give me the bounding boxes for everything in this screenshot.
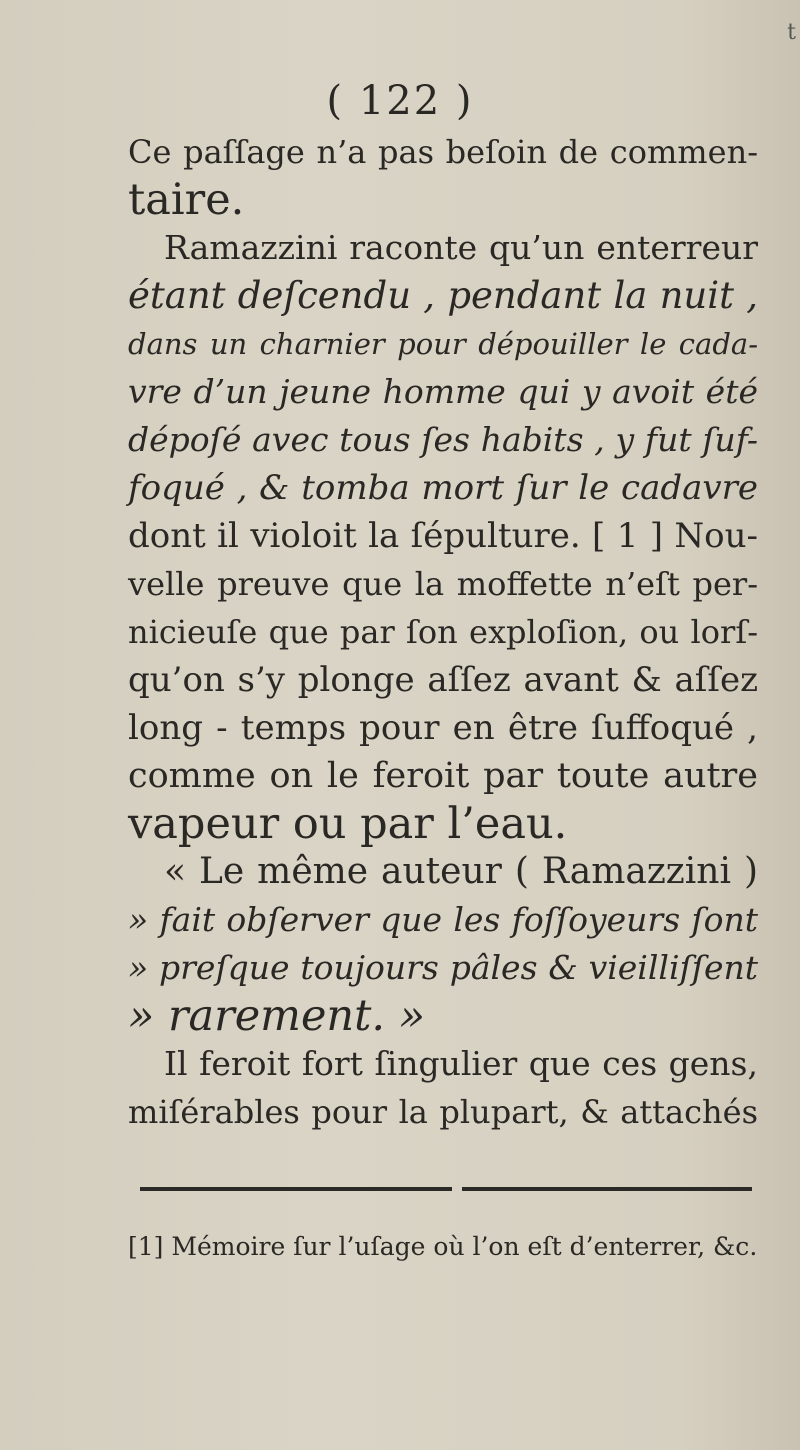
text-line: dépoſé avec tous ſes habits , y fut ſuf- [128, 420, 758, 459]
text-line: dont il violoit la ſépulture. [ 1 ] Nou- [128, 516, 758, 556]
text-line: vre d’un jeune homme qui y avoit été [128, 372, 758, 411]
corner-mark: t [787, 20, 796, 45]
footnote: [1] Mémoire ſur l’uſage où l’on eſt d’enterrer, &c. [128, 1232, 758, 1261]
divider-rule-right [462, 1187, 752, 1191]
text-line: nicieuſe que par ſon exploſion, ou lorſ- [128, 613, 758, 651]
text-line: étant deſcendu , pendant la nuit , [128, 274, 758, 317]
footnote-divider [140, 1187, 752, 1193]
text-line: » preſque toujours pâles & vieilliſſent [128, 948, 758, 987]
text-line: « Le même auteur ( Ramazzini ) [164, 851, 758, 892]
text-line: Il feroit fort ſingulier que ces gens, [164, 1044, 758, 1083]
text-line: Ramazzini raconte qu’un enterreur [164, 228, 758, 267]
page-number-header: ( 122 ) [326, 78, 474, 124]
text-line: » rarement. » [128, 991, 426, 1041]
text-line: Ce paſſage n’a pas beſoin de commen- [128, 133, 758, 171]
text-line: taire. [128, 175, 245, 225]
text-line: foqué , & tomba mort ſur le cadavre [128, 468, 758, 508]
divider-rule-left [140, 1187, 452, 1191]
text-line: long - temps pour en être ſuffoqué , [128, 708, 758, 748]
text-line: qu’on s’y plonge aſſez avant & aſſez [128, 660, 758, 700]
body-text [128, 128, 758, 1136]
text-line: velle preuve que la moffette n’eſt per- [128, 565, 758, 603]
text-line: comme on le feroit par toute autre [128, 756, 758, 796]
text-line: dans un charnier pour dépouiller le cada- [128, 327, 758, 361]
text-line: » fait obſerver que les foſſoyeurs ſont [128, 900, 758, 939]
text-line: miſérables pour la plupart, & attachés [128, 1093, 758, 1131]
text-line: vapeur ou par l’eau. [128, 799, 568, 849]
